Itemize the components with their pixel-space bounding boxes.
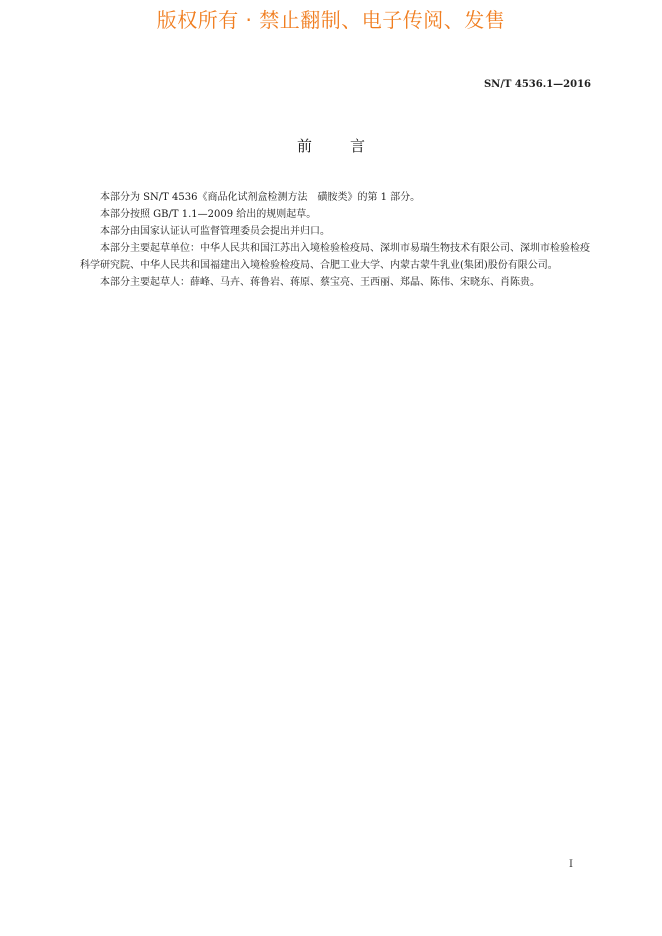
section-title: 前言 xyxy=(296,137,403,155)
foreword-body xyxy=(80,189,592,291)
foreword-paragraph-drafting-rules: 本部分按照 GB/T 1.1—2009 给出的规则起草。 xyxy=(100,209,317,220)
foreword-paragraph-drafting-units: 本部分主要起草单位：中华人民共和国江苏出入境检验检疫局、深圳市易瑞生物技术有限公司、深圳市检验检疫科学研究院、中华人民共和国福建出入境检验检疫局、合肥工业大学、内蒙古蒙牛乳业(集团)股份有限公司。 xyxy=(80,243,590,271)
foreword-paragraph-scope: 本部分为 SN/T 4536《商品化试剂盒检测方法 磺胺类》的第 1 部分。 xyxy=(100,192,421,203)
foreword-paragraph-proposer: 本部分由国家认证认可监督管理委员会提出并归口。 xyxy=(100,226,330,237)
foreword-paragraph-drafters: 本部分主要起草人：薛峰、马卉、蒋鲁岩、蒋原、蔡宝亮、王西丽、郑晶、陈伟、宋晓东、肖陈贵。 xyxy=(100,277,540,288)
page-number: I xyxy=(569,859,573,870)
standard-code: SN/T 4536.1—2016 xyxy=(483,79,591,90)
copyright-watermark-banner: 版权所有 · 禁止翻制、电子传阅、发售 xyxy=(156,8,506,32)
